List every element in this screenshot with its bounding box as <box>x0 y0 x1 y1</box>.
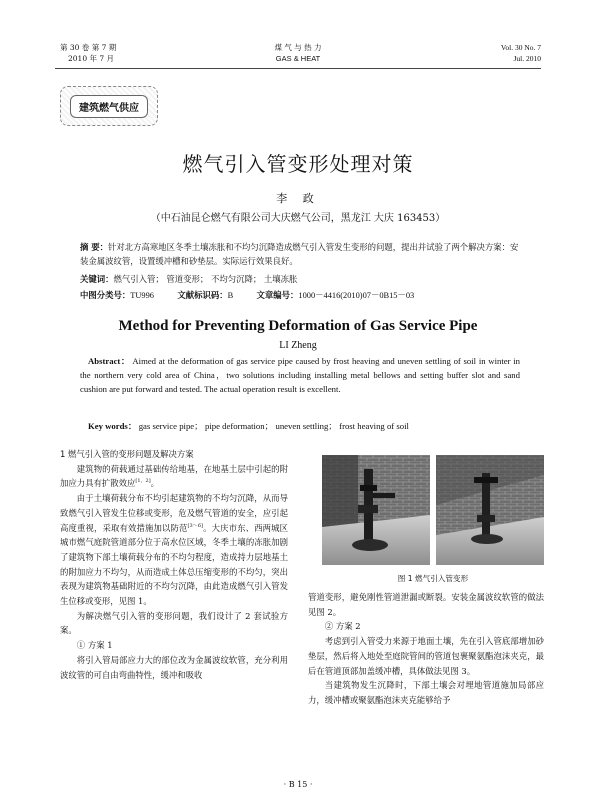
paragraph: 为解决燃气引入管的变形问题，我们设计了 2 套试验方案。 <box>60 610 288 636</box>
photo-right <box>436 455 544 565</box>
author-affiliation: （中石油昆仑燃气有限公司大庆燃气公司，黑龙江 大庆 163453） <box>150 213 446 224</box>
english-author: LI Zheng <box>279 340 317 351</box>
paragraph-text: 。 <box>150 478 160 489</box>
citation: [1，2] <box>135 478 151 485</box>
keywords-text: 燃气引入管； 管道变形； 不均匀沉降； 土壤冻胀 <box>113 274 298 284</box>
clc-label: 中图分类号： <box>80 290 131 300</box>
scheme-heading: ① 方案 1 <box>76 640 113 651</box>
article-id-value: 1000－4416(2010)07－0B15－03 <box>298 291 415 300</box>
article-author: 李 政 <box>276 192 320 205</box>
doc-code-value: B <box>227 291 234 300</box>
journal-volume-en <box>501 42 541 64</box>
paragraph <box>60 462 288 491</box>
english-keywords-label: Key words： <box>88 421 137 431</box>
english-title: Method for Preventing Deformation of Gas Service Pipe <box>118 318 478 334</box>
keywords-cn <box>80 272 520 286</box>
figure-1-photos <box>322 455 544 565</box>
volume-issue: 第 30 卷 第 7 期 <box>60 43 117 52</box>
english-abstract <box>80 354 520 397</box>
english-abstract-text: Aimed at the deformation of gas service pipe caused by frost heaving and uneven settling of soil in winter in the northern very cold area of China，two solutions including installing metal bellows and setting buffer slot and sand cushion are put forward and tested. The actual operation result is excellent. <box>80 356 520 395</box>
article-title: 燃气引入管变形处理对策 <box>182 152 414 176</box>
figure-1-caption: 图 1 燃气引入管变形 <box>397 574 469 583</box>
section-heading: 1 燃气引入管的变形问题及解决方案 <box>60 449 194 459</box>
header-rule <box>55 68 541 69</box>
classification-line <box>80 288 520 303</box>
english-keywords-text: gas service pipe； pipe deformation； uneven settling； frost heaving of soil <box>138 421 409 431</box>
volume-issue-en: Vol. 30 No. 7 <box>500 43 541 52</box>
body-right-column <box>308 590 544 708</box>
paragraph-text: 由于土壤荷载分布不均引起建筑物的不均匀沉降，从而导致燃气引入管发生位移或变形，危及燃气管道的安全，应引起高度重视，采取有效措施加以防范 <box>60 493 288 533</box>
paragraph-text: 建筑物的荷载通过基础传给地基，在地基土层中引起的附加应力具有扩散效应 <box>60 463 288 489</box>
scheme-heading: ② 方案 2 <box>324 621 361 632</box>
figure-1-image <box>322 455 544 565</box>
doc-code-label: 文献标识码： <box>177 290 228 300</box>
section-tag <box>60 86 158 126</box>
issue-date: 2010 年 7 月 <box>68 54 115 63</box>
page-number: · B 15 · <box>283 780 313 789</box>
journal-title-en: GAS & HEAT <box>275 54 321 63</box>
paragraph-text: 。大庆市东、西两城区城市燃气庭院管道部分位于高水位区域，冬季土壤的冻胀加剧了建筑物下部土壤荷载分布的不均匀程度，造成持力层地基土的附加应力不均匀，从而造成土体总压缩变形的不均匀，突出表现为建筑物基础附近的不均匀沉降，由此造成燃气引入管发生位移或变形，见图 1。 <box>60 522 289 607</box>
paragraph: 将引入管局部应力大的部位改为金属波纹软管，充分利用波纹管的可自由弯曲特性，缓冲和吸收 <box>60 654 288 680</box>
abstract-label: 摘 要： <box>80 242 109 252</box>
english-keywords <box>88 420 409 432</box>
english-abstract-label: Abstract： <box>88 356 131 366</box>
paragraph: 当建筑物发生沉降时，下部土壤会对埋地管道施加局部应力，缓冲槽或聚氨酯泡沫夹克能够给予 <box>308 680 544 705</box>
body-left-column <box>60 447 288 682</box>
paragraph: 管道变形，避免刚性管道泄漏或断裂。安装金属波纹软管的做法见图 2。 <box>308 592 544 617</box>
abstract-text: 针对北方高寒地区冬季土壤冻胀和不均匀沉降造成燃气引入管发生变形的问题，提出并试验了两个解决方案：安装金属波纹管，设置缓冲槽和砂垫层。实际运行效果良好。 <box>80 242 519 266</box>
photo-left <box>322 455 430 565</box>
keywords-label: 关键词： <box>80 274 114 284</box>
citation: [3～6] <box>187 522 204 529</box>
section-tag-label: 建筑燃气供应 <box>70 95 148 118</box>
paragraph: 考虑到引入管受力来源于地面土壤，先在引入管底部增加砂垫层，然后将入地处至庭院管间的管道包裹聚氨酯泡沫夹克，最后在管道顶部加盖缓冲槽，具体做法见图 3。 <box>308 636 544 676</box>
paragraph <box>60 491 288 609</box>
clc-value: TU996 <box>130 291 154 300</box>
issue-date-en: Jul. 2010 <box>513 54 541 63</box>
abstract-cn <box>80 240 520 268</box>
article-id-label: 文章编号： <box>256 290 299 300</box>
journal-title-cn: 煤 气 与 热 力 <box>274 43 322 52</box>
